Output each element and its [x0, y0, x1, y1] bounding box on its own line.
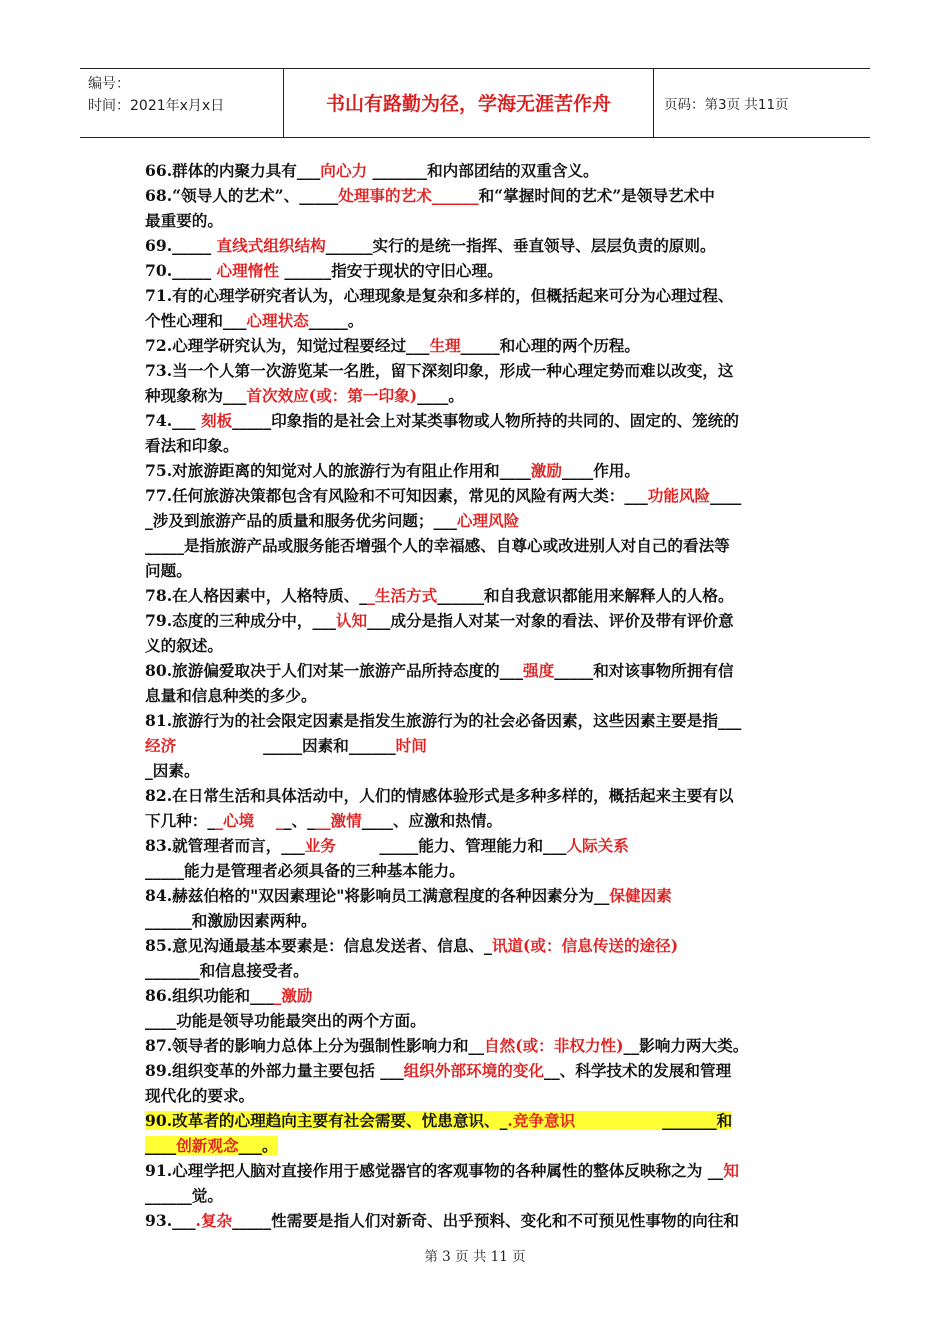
question-text: 90.改革者的心理趋向主要有社会需要、忧患意识、_ — [145, 1111, 508, 1130]
question-line — [145, 833, 815, 858]
question-text: 72.心理学研究认为，知觉过程要经过___ — [145, 336, 430, 355]
line-text — [145, 861, 465, 880]
question-text: 86.组织功能和___ — [145, 986, 274, 1005]
answer-text: 强度 — [523, 661, 555, 680]
line-text — [145, 1061, 731, 1080]
answer-text: 自然(或：非权力性) — [484, 1036, 624, 1055]
line-text — [145, 1086, 254, 1105]
line-text — [145, 486, 741, 505]
question-text: _______和内部团结的双重含义。 — [367, 161, 599, 180]
question-line — [145, 333, 815, 358]
question-text: ____ — [710, 486, 742, 505]
question-text: _____能力、管理能力和___ — [335, 836, 567, 855]
line-text — [145, 436, 239, 455]
question-text: 84.赫兹伯格的"双因素理论"将影响员工满意程度的各种因素分为__ — [145, 886, 610, 905]
question-text: 81.旅游行为的社会限定因素是指发生旅游行为的社会必备因素，这些因素主要是指___ — [145, 711, 742, 730]
doc-number-label: 编号： — [88, 76, 130, 92]
line-text — [145, 786, 734, 805]
question-text: 问题。 — [145, 561, 192, 580]
highlighted-text — [145, 1136, 278, 1155]
answer-text: 知 — [723, 1161, 739, 1180]
line-text — [145, 1161, 739, 1180]
answer-text: 认知 — [335, 611, 368, 630]
line-text — [145, 911, 317, 930]
question-line — [145, 433, 815, 458]
question-text: ______和激励因素两种。 — [145, 911, 317, 930]
line-text — [145, 411, 739, 430]
question-text: 66.群体的内聚力具有___ — [145, 161, 321, 180]
question-line — [145, 408, 815, 433]
question-text: 和“掌握时间的艺术”是领导艺术中 — [478, 186, 715, 205]
question-text: ______指安于现状的守旧心理。 — [278, 261, 503, 280]
answer-text: 创新观念 — [176, 1136, 239, 1155]
question-text: 最重要的。 — [145, 211, 223, 230]
question-text: __影响力两大类。 — [623, 1036, 749, 1055]
question-line — [145, 1033, 815, 1058]
answer-text: 讯道(或：信息传送的途径) — [491, 936, 679, 955]
question-line — [145, 733, 815, 758]
question-text: 78.在人格因素中，人格特质、_ — [145, 586, 368, 605]
question-text: 75.对旅游距离的知觉对人的旅游行为有阻止作用和____ — [145, 461, 531, 480]
question-text: 74.___ — [145, 411, 201, 430]
question-text: 89.组织变革的外部力量主要包括 ___ — [145, 1061, 404, 1080]
answer-text: 直线式组织结构 — [216, 236, 326, 255]
line-text — [145, 711, 741, 730]
question-line — [145, 1133, 815, 1158]
question-line — [145, 508, 815, 533]
question-line — [145, 1183, 815, 1208]
line-text — [145, 161, 599, 180]
question-text: ___。 — [238, 1136, 278, 1155]
question-text: _、_ — [283, 811, 315, 830]
line-text — [145, 511, 519, 530]
answer-text: 组织外部环境的变化 — [403, 1061, 545, 1080]
question-text: 91.心理学把人脑对直接作用于感觉器官的客观事物的各种属性的整体反映称之为 __ — [145, 1161, 724, 1180]
answer-text: .竞争意识 — [507, 1111, 576, 1130]
answer-text: _心境 _ — [215, 811, 284, 830]
question-line — [145, 1083, 815, 1108]
answer-text: 保健因素 — [609, 886, 672, 905]
line-text — [145, 286, 734, 305]
question-text: ____ — [145, 1136, 177, 1155]
line-text — [145, 1036, 748, 1055]
question-text: 68.“领导人的艺术”、_____ — [145, 186, 339, 205]
question-text: 79.态度的三种成分中，___ — [145, 611, 336, 630]
question-line — [145, 208, 815, 233]
question-text: 73.当一个人第一次游览某一名胜，留下深刻印象，形成一种心理定势而难以改变，这 — [145, 361, 734, 380]
question-text: _____能力是管理者必须具备的三种基本能力。 — [145, 861, 465, 880]
question-line — [145, 633, 815, 658]
question-text: _____和心理的两个历程。 — [460, 336, 640, 355]
line-text — [145, 1186, 223, 1205]
answer-text: 心理惰性 — [216, 261, 279, 280]
answer-text: _生活方式 — [367, 586, 438, 605]
question-line — [145, 558, 815, 583]
question-text: 下几种：_ — [145, 811, 216, 830]
line-text — [145, 336, 640, 355]
highlighted-text — [145, 1111, 732, 1130]
question-line — [145, 533, 815, 558]
question-line — [145, 1008, 815, 1033]
answer-text: 处理事的艺术______ — [338, 186, 479, 205]
header-page-number: 页码：第3页 共11页 — [664, 97, 789, 113]
header-motto: 书山有路勤为径，学海无涯苦作舟 — [325, 93, 611, 115]
question-text: 看法和印象。 — [145, 436, 239, 455]
question-line — [145, 233, 815, 258]
question-text: ____作用。 — [562, 461, 640, 480]
question-text: 70._____ — [145, 261, 217, 280]
question-line — [145, 883, 815, 908]
line-text — [145, 836, 629, 855]
line-text — [145, 811, 502, 830]
question-line — [145, 383, 815, 408]
question-text: _______和信息接受者。 — [145, 961, 309, 980]
question-line — [145, 308, 815, 333]
line-text — [145, 361, 734, 380]
question-text: ______实行的是统一指挥、垂直领导、层层负责的原则。 — [325, 236, 716, 255]
line-text — [145, 961, 309, 980]
question-text: ____功能是领导功能最突出的两个方面。 — [145, 1011, 426, 1030]
answer-text: 向心力 — [320, 161, 368, 180]
answer-text: 心理风险 — [456, 511, 520, 530]
line-text — [145, 1211, 739, 1230]
answer-text: 人际关系 — [566, 836, 629, 855]
line-text — [145, 186, 715, 205]
answer-text: 生理 — [429, 336, 461, 355]
question-line — [145, 858, 815, 883]
question-list — [145, 158, 815, 1233]
line-text — [145, 611, 734, 630]
question-text: 69._____ — [145, 236, 217, 255]
question-line — [145, 1108, 815, 1133]
question-line — [145, 608, 815, 633]
question-line — [145, 983, 815, 1008]
answer-text: 激励 — [530, 461, 562, 480]
question-line — [145, 583, 815, 608]
question-text: ____、应激和热情。 — [361, 811, 503, 830]
question-text: _____。 — [308, 311, 364, 330]
line-text — [145, 736, 427, 755]
question-line — [145, 283, 815, 308]
question-line — [145, 183, 815, 208]
line-text — [145, 461, 640, 480]
line-text — [145, 236, 716, 255]
question-text: 义的叙述。 — [145, 636, 223, 655]
header-divider — [653, 69, 654, 137]
question-line — [145, 1208, 815, 1233]
question-text: 种现象称为___ — [145, 386, 247, 405]
question-line — [145, 158, 815, 183]
question-line — [145, 908, 815, 933]
doc-date: 时间：2021年x月x日 — [88, 98, 225, 114]
line-text — [145, 211, 223, 230]
question-text: _____和对该事物所拥有信 — [554, 661, 734, 680]
question-text: 现代化的要求。 — [145, 1086, 255, 1105]
line-text — [145, 986, 313, 1005]
line-text — [145, 761, 200, 780]
question-text: ______觉。 — [145, 1186, 223, 1205]
question-text: __、科学技术的发展和管理 — [544, 1061, 732, 1080]
question-text: 80.旅游偏爱取决于人们对某一旅游产品所持态度的___ — [145, 661, 523, 680]
question-line — [145, 783, 815, 808]
question-line — [145, 808, 815, 833]
question-line — [145, 758, 815, 783]
question-line — [145, 1158, 815, 1183]
question-text: 83.就管理者而言，___ — [145, 836, 305, 855]
question-text: 71.有的心理学研究者认为，心理现象是复杂和多样的，但概括起来可分为心理过程、 — [145, 286, 734, 305]
question-text: 87.领导者的影响力总体上分为强制性影响力和__ — [145, 1036, 485, 1055]
question-text: 77.任何旅游决策都包含有风险和不可知因素，常见的风险有两大类：___ — [145, 486, 648, 505]
question-line — [145, 458, 815, 483]
line-text — [145, 661, 734, 680]
line-text — [145, 586, 734, 605]
line-text — [145, 886, 672, 905]
answer-text: 经济 — [145, 736, 177, 755]
question-text: _____因素和______ — [176, 736, 396, 755]
question-text: _涉及到旅游产品的质量和服务优劣问题；___ — [145, 511, 457, 530]
answer-text: 刻板 — [200, 411, 233, 430]
question-line — [145, 258, 815, 283]
question-text: ___成分是指人对某一对象的看法、评价及带有评价意 — [367, 611, 734, 630]
question-text: ______和自我意识都能用来解释人的人格。 — [437, 586, 734, 605]
answer-text: 功能风险 — [647, 486, 711, 505]
answer-text: 业务 — [304, 836, 336, 855]
question-text: _______和 — [575, 1111, 733, 1130]
question-text: _____是指旅游产品或服务能否增强个人的幸福感、自尊心或改进别人对自己的看法等 — [145, 536, 730, 555]
question-line — [145, 958, 815, 983]
answer-text: 首次效应(或：第一印象) — [246, 386, 418, 405]
question-text: 个性心理和___ — [145, 311, 247, 330]
answer-text: 时间 — [395, 736, 427, 755]
question-line — [145, 933, 815, 958]
line-text — [145, 311, 363, 330]
line-text — [145, 386, 464, 405]
line-text — [145, 261, 503, 280]
line-text — [145, 686, 317, 705]
question-line — [145, 658, 815, 683]
question-line — [145, 483, 815, 508]
line-text — [145, 561, 192, 580]
line-text — [145, 1011, 426, 1030]
question-line — [145, 358, 815, 383]
answer-text: __激情 — [314, 811, 362, 830]
question-line — [145, 1058, 815, 1083]
question-text: 息量和信息种类的多少。 — [145, 686, 317, 705]
question-text: _因素。 — [145, 761, 200, 780]
line-text — [145, 536, 730, 555]
answer-text: 心理状态 — [246, 311, 309, 330]
question-text: _____性需要是指人们对新奇、出乎预料、变化和不可预见性事物的向往和 — [232, 1211, 739, 1230]
question-line — [145, 683, 815, 708]
question-text: 93.___ — [145, 1211, 196, 1230]
question-line — [145, 708, 815, 733]
page-header — [80, 68, 870, 138]
line-text — [145, 636, 223, 655]
answer-text: .复杂 — [195, 1211, 233, 1230]
question-text: 85.意见沟通最基本要素是：信息发送者、信息、_ — [145, 936, 492, 955]
line-text — [145, 936, 678, 955]
answer-text: _激励 — [273, 986, 313, 1005]
question-text: _____印象指的是社会上对某类事物或人物所持的共同的、固定的、笼统的 — [232, 411, 739, 430]
page-footer: 第 3 页 共 11 页 — [424, 1249, 526, 1265]
question-text: ____。 — [417, 386, 464, 405]
question-text: 82.在日常生活和具体活动中，人们的情感体验形式是多种多样的，概括起来主要有以 — [145, 786, 734, 805]
header-meta — [88, 73, 224, 117]
